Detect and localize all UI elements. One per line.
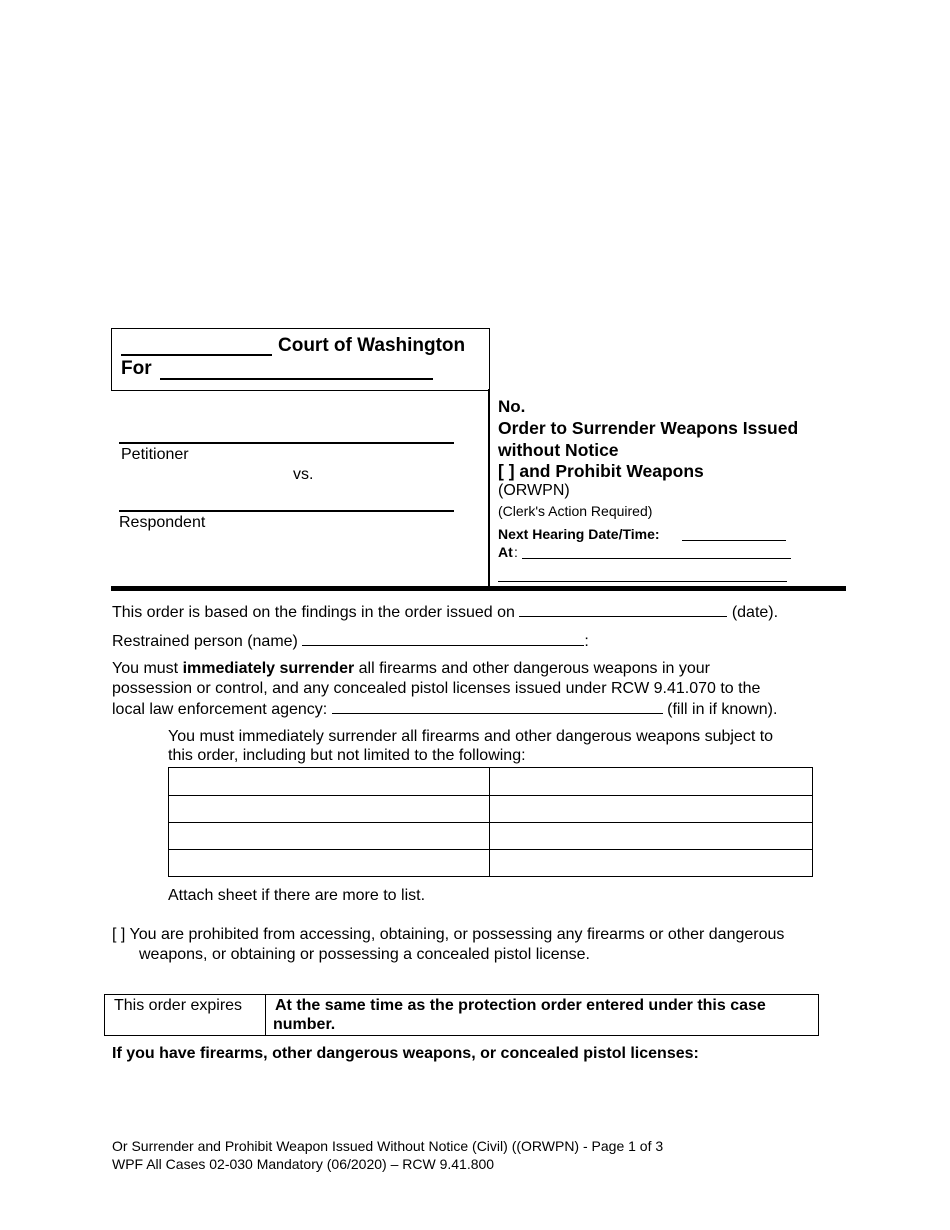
at-colon: : [514, 544, 518, 560]
restrained-colon: : [584, 633, 589, 650]
order-title-line1: Order to Surrender Weapons Issued [498, 418, 799, 438]
case-number-label: No. [498, 397, 526, 416]
order-title-line3: [ ] and Prohibit Weapons [498, 461, 704, 481]
agency-blank[interactable] [332, 699, 663, 714]
expires-value-line1: At the same time as the protection order entered under this case [275, 997, 766, 1014]
weapons-table-cell[interactable] [491, 796, 811, 821]
weapons-table-cell[interactable] [170, 796, 488, 821]
petitioner-blank[interactable] [119, 442, 454, 444]
findings-date-suffix: (date). [731, 604, 779, 621]
caption-bottom-rule [111, 586, 846, 591]
weapons-table-cell[interactable] [491, 823, 811, 848]
firearms-section-heading: If you have firearms, other dangerous weapons, or concealed pistol licenses: [112, 1045, 699, 1062]
surrender-bold: immediately surrender [182, 660, 355, 677]
vs-label: vs. [293, 466, 314, 483]
order-abbreviation: (ORWPN) [498, 482, 570, 499]
weapons-table-cell[interactable] [491, 769, 811, 794]
expires-table [104, 994, 819, 1036]
expires-value-line2: number. [273, 1016, 336, 1033]
footer-line2: WPF All Cases 02-030 Mandatory (06/2020) – RCW 9.41.800 [112, 1156, 495, 1172]
agency-suffix: (fill in if known). [667, 701, 778, 718]
for-label: For [121, 358, 152, 379]
hearing-location-blank[interactable] [522, 558, 791, 559]
agency-label: local law enforcement agency: [112, 701, 328, 718]
expires-label: This order expires [114, 997, 243, 1014]
clerk-action-note: (Clerk's Action Required) [498, 503, 653, 519]
prohibit-checkbox-line2: weapons, or obtaining or possessing a concealed pistol license. [139, 946, 590, 963]
surrender-line3 [112, 699, 777, 719]
order-title-line2: without Notice [498, 440, 619, 460]
prohibit-checkbox-line1[interactable]: [ ] You are prohibited from accessing, obtaining, or possessing any firearms or other dangerous [112, 926, 785, 943]
surrender-line1-rest: all firearms and other dangerous weapons in your [358, 660, 710, 677]
findings-date-blank[interactable] [519, 602, 727, 617]
weapons-table-cell[interactable] [170, 850, 488, 875]
weapons-list-intro-line1: You must immediately surrender all firearms and other dangerous weapons subject to [168, 728, 774, 745]
footer-line1: Or Surrender and Prohibit Weapon Issued Without Notice (Civil) ((ORWPN) - Page 1 of 3 [112, 1138, 664, 1154]
next-hearing-label: Next Hearing Date/Time: [498, 526, 660, 542]
court-title: Court of Washington [278, 335, 466, 356]
weapons-table-cell[interactable] [491, 850, 811, 875]
hearing-location-blank-2[interactable] [498, 581, 787, 582]
at-label: At [498, 544, 513, 560]
surrender-line2: possession or control, and any concealed pistol licenses issued under RCW 9.41.070 to the [112, 680, 761, 697]
findings-sentence [112, 602, 778, 622]
county-blank[interactable] [160, 378, 433, 380]
court-name-blank[interactable] [121, 354, 272, 356]
weapons-table-cell[interactable] [170, 823, 488, 848]
restrained-label: Restrained person (name) [112, 633, 298, 650]
weapons-table [168, 767, 813, 877]
caption-divider [488, 389, 490, 587]
restrained-name-blank[interactable] [302, 631, 584, 646]
next-hearing-blank[interactable] [682, 540, 786, 541]
respondent-label: Respondent [119, 514, 206, 531]
weapons-table-cell[interactable] [170, 769, 488, 794]
findings-text: This order is based on the findings in the order issued on [112, 604, 515, 621]
expires-table-divider [265, 995, 266, 1035]
restrained-person-line [112, 631, 589, 651]
surrender-prefix: You must [112, 660, 179, 677]
surrender-line1 [112, 660, 710, 678]
respondent-blank[interactable] [119, 510, 454, 512]
petitioner-label: Petitioner [121, 446, 189, 463]
weapons-list-intro-line2: this order, including but not limited to the following: [168, 747, 526, 764]
attach-sheet-note: Attach sheet if there are more to list. [168, 887, 426, 904]
